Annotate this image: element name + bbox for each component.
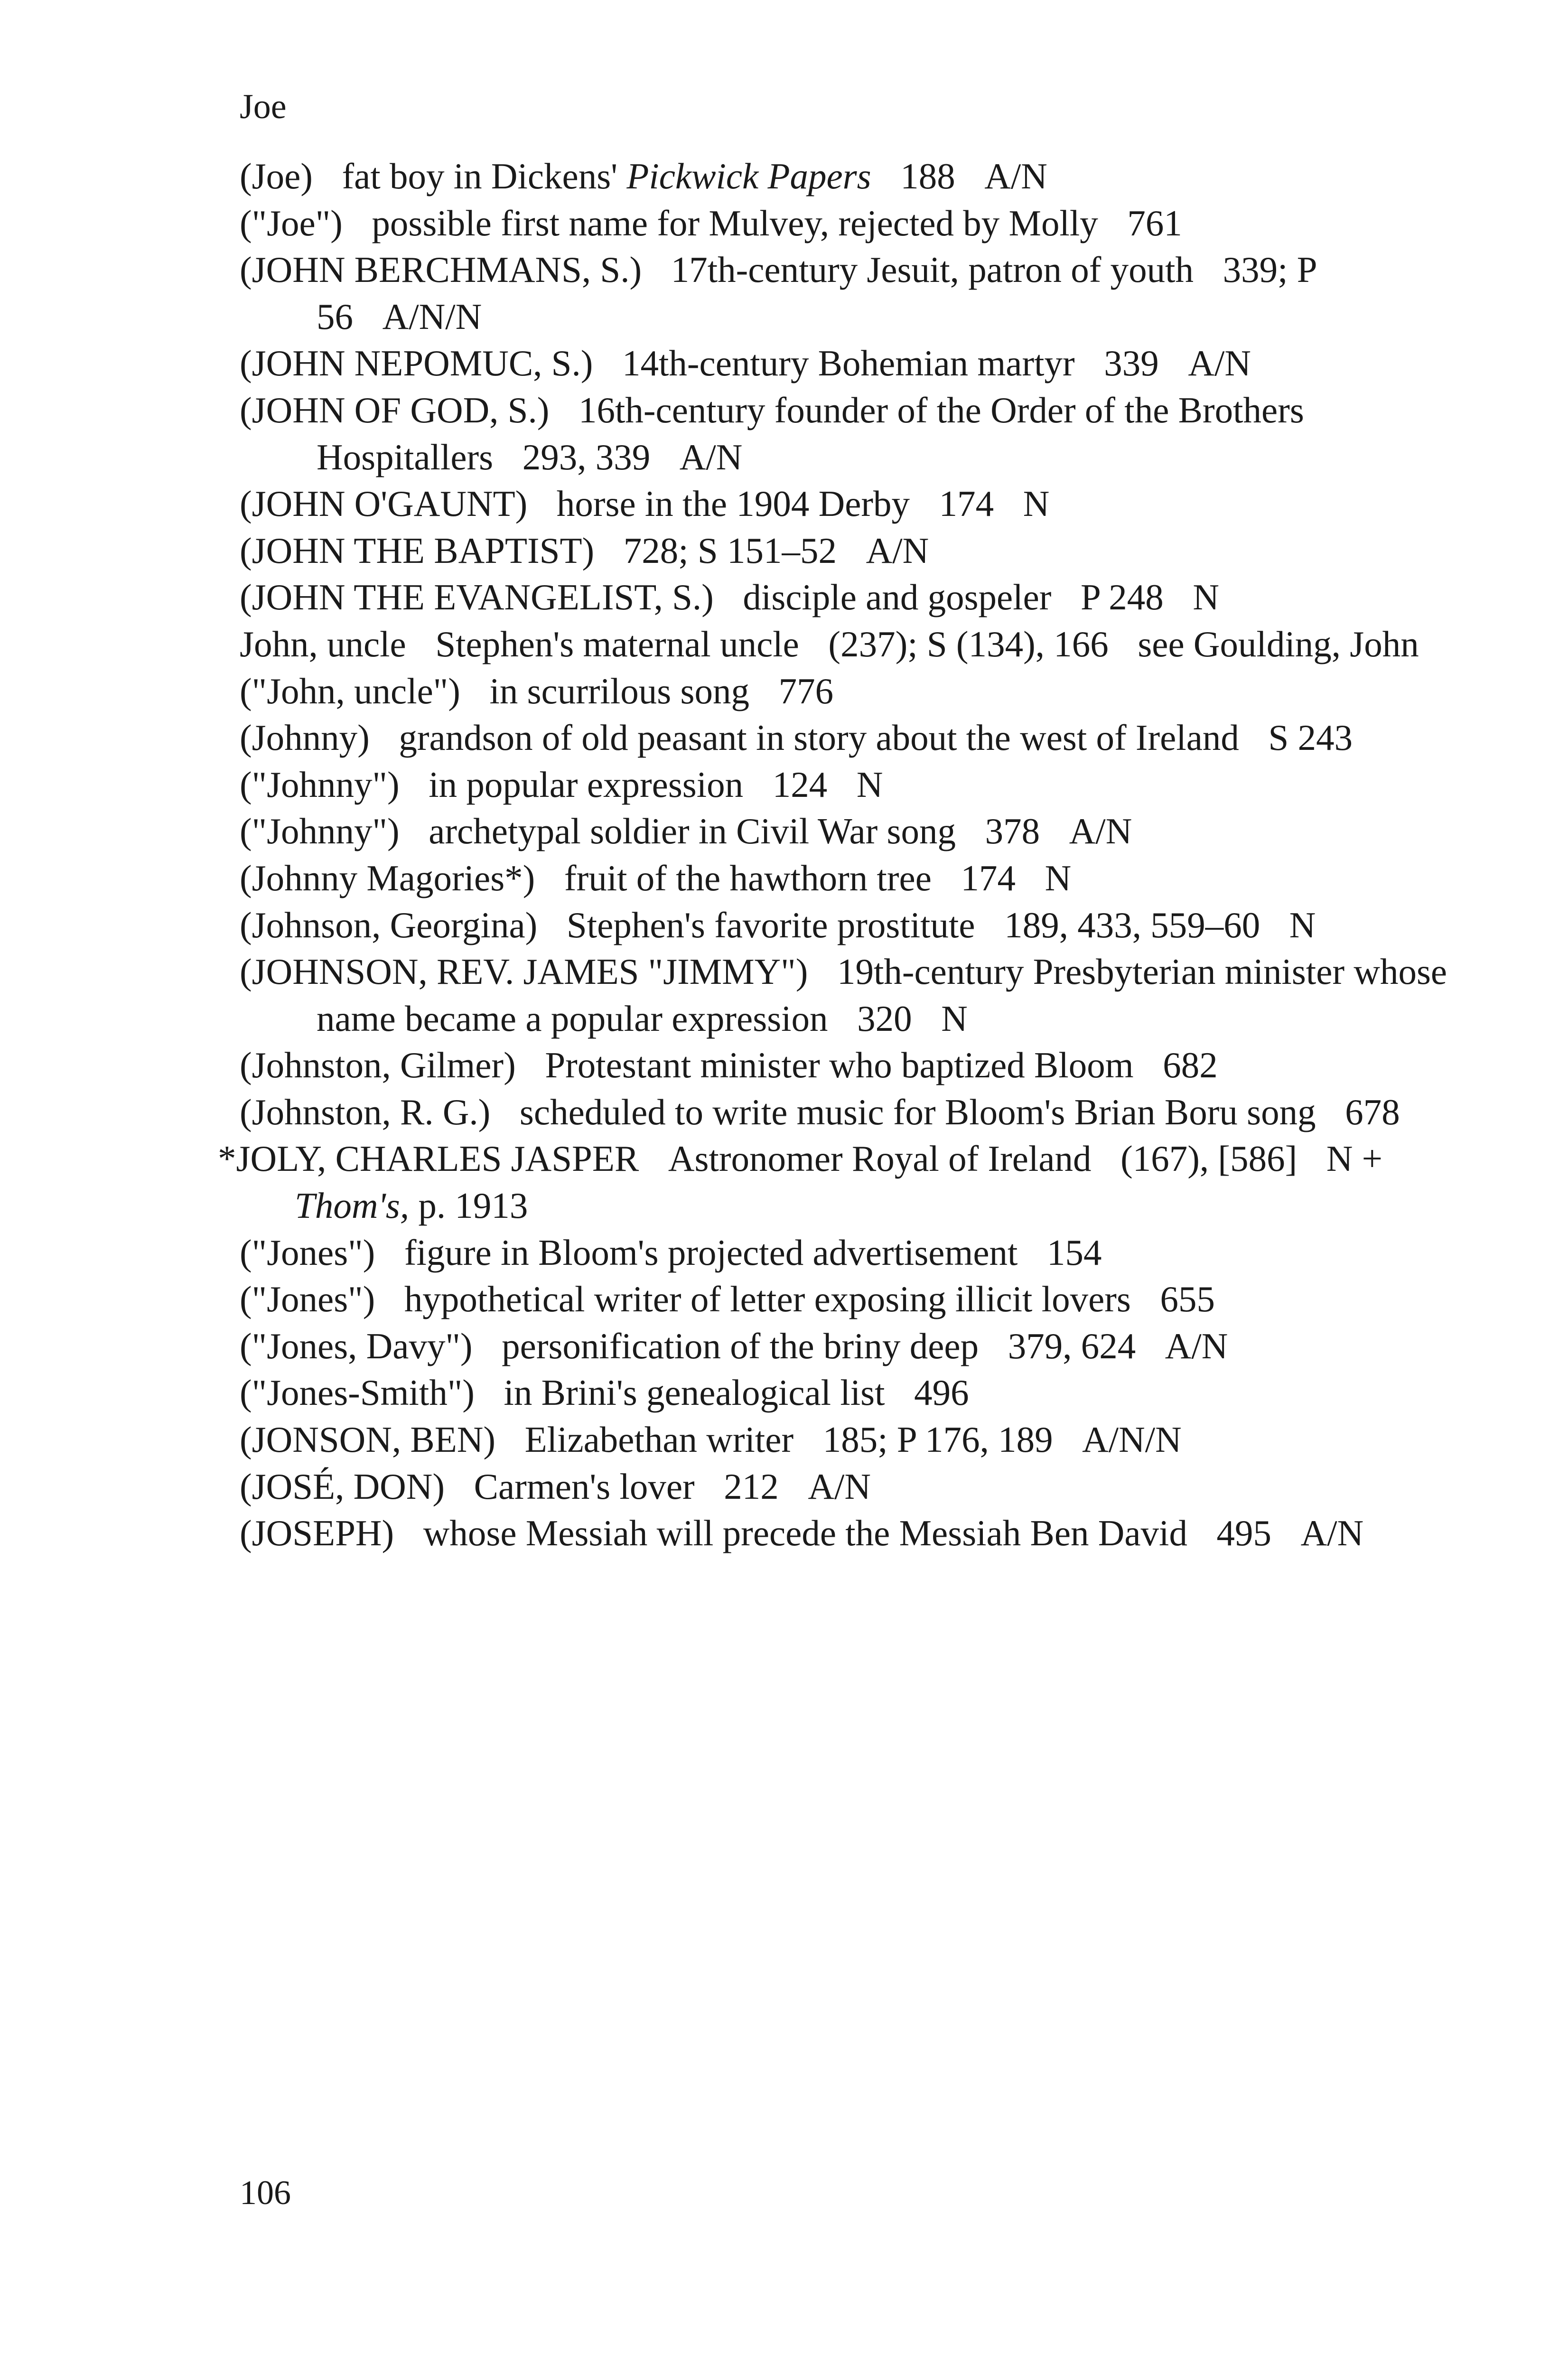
entry-references: 185; P 176, 189 <box>822 1419 1053 1460</box>
entry-name: *JOLY, CHARLES JASPER <box>218 1138 639 1179</box>
entry-codes: N <box>941 998 968 1039</box>
index-entry <box>240 1089 1483 1136</box>
index-entry <box>240 200 1483 247</box>
entry-name: (Joe) <box>240 156 313 196</box>
entry-references: 293, 339 <box>522 436 651 477</box>
work-title: Pickwick Papers <box>626 156 871 196</box>
index-entry <box>240 340 1483 387</box>
entry-name: (JOHN NEPOMUC, S.) <box>240 343 593 384</box>
index-entry <box>240 808 1483 855</box>
index-entry <box>240 761 1483 808</box>
index-entry <box>240 574 1483 621</box>
entry-description: Stephen's maternal uncle <box>435 623 799 664</box>
entry-description: Protestant minister who baptized Bloom <box>545 1045 1134 1086</box>
running-head: Joe <box>240 87 287 126</box>
entry-description: in popular expression <box>429 764 744 805</box>
entry-references: 339; P 56 <box>317 249 1316 337</box>
entry-name: (JOHNSON, REV. JAMES "JIMMY") <box>240 951 808 992</box>
index-entry <box>240 1463 1483 1510</box>
entry-description: possible first name for Mulvey, rejected by Molly <box>372 202 1098 243</box>
entry-name: John, uncle <box>240 623 406 664</box>
entry-references: 124 <box>772 764 828 805</box>
entry-references: 496 <box>914 1372 969 1413</box>
entry-description: Stephen's favorite prostitute <box>566 904 975 945</box>
entry-name: (JOHN THE BAPTIST) <box>240 530 595 571</box>
entry-references: 174 <box>939 483 994 524</box>
entry-codes: A/N/N <box>382 296 482 337</box>
entry-references: 154 <box>1047 1232 1102 1273</box>
entry-name: (Johnston, Gilmer) <box>240 1045 516 1086</box>
work-title: Thom's, <box>295 1185 410 1226</box>
entry-references: (167), [586] <box>1120 1138 1297 1179</box>
entry-codes: A/N <box>1300 1513 1364 1554</box>
entry-description: 19th-century Presbyterian minister whose name became a popular expression <box>317 951 1447 1039</box>
entry-cross-reference: see Goulding, John <box>1138 623 1419 664</box>
entry-references: 761 <box>1127 202 1182 243</box>
index-entry <box>240 1323 1483 1370</box>
index-entry <box>240 1416 1483 1463</box>
index-entry <box>240 1229 1483 1276</box>
entry-description: scheduled to write music for Bloom's Brian Boru song <box>519 1091 1316 1132</box>
index-entries <box>218 153 1483 1557</box>
entry-references: 174 <box>961 857 1016 898</box>
entry-references: 776 <box>778 670 834 711</box>
entry-references: 379, 624 <box>1008 1325 1136 1366</box>
entry-description: 17th-century Jesuit, patron of youth <box>671 249 1194 290</box>
entry-codes-text: p. 1913 <box>409 1185 528 1226</box>
entry-name: ("Jones") <box>240 1279 375 1320</box>
index-entry <box>240 714 1483 761</box>
entry-description: figure in Bloom's projected advertisement <box>404 1232 1018 1273</box>
entry-codes-text: N + <box>1326 1138 1383 1179</box>
entry-description: in Brini's genealogical list <box>504 1372 885 1413</box>
index-entry <box>240 387 1483 480</box>
entry-description: personification of the briny deep <box>502 1325 979 1366</box>
entry-description: fruit of the hawthorn tree <box>564 857 932 898</box>
entry-references: 320 <box>857 998 912 1039</box>
entry-references: 678 <box>1345 1091 1400 1132</box>
entry-references: 189, 433, 559–60 <box>1004 904 1260 945</box>
entry-references: P 248 <box>1081 577 1164 618</box>
entry-name: (JOHN OF GOD, S.) <box>240 389 550 430</box>
entry-description <box>342 156 871 196</box>
entry-references: (237); S (134), 166 <box>828 623 1109 664</box>
entry-references: S 243 <box>1268 717 1353 758</box>
entry-codes: A/N <box>1188 343 1251 384</box>
index-entry <box>240 668 1483 715</box>
entry-name: (JOHN BERCHMANS, S.) <box>240 249 642 290</box>
entry-name: (JOSÉ, DON) <box>240 1466 445 1507</box>
entry-name: (JOHN O'GAUNT) <box>240 483 528 524</box>
index-entry <box>240 902 1483 949</box>
entry-description: Carmen's lover <box>474 1466 695 1507</box>
entry-description: Astronomer Royal of Ireland <box>668 1138 1092 1179</box>
index-entry <box>240 527 1483 574</box>
entry-references: 728; S 151–52 <box>623 530 837 571</box>
entry-name: (JOHN THE EVANGELIST, S.) <box>240 577 714 618</box>
entry-description: horse in the 1904 Derby <box>556 483 910 524</box>
entry-references: 655 <box>1160 1279 1215 1320</box>
index-entry <box>240 480 1483 527</box>
entry-name: (JONSON, BEN) <box>240 1419 495 1460</box>
entry-name: ("Johnny") <box>240 811 400 852</box>
index-entry <box>240 1276 1483 1323</box>
index-entry <box>240 1042 1483 1089</box>
index-entry <box>240 1369 1483 1416</box>
entry-codes: A/N <box>1165 1325 1228 1366</box>
index-entry <box>240 153 1483 200</box>
entry-references: 495 <box>1216 1513 1272 1554</box>
entry-codes: A/N <box>679 436 743 477</box>
entry-description: archetypal soldier in Civil War song <box>429 811 956 852</box>
entry-description: 14th-century Bohemian martyr <box>622 343 1075 384</box>
entry-name: (Johnson, Georgina) <box>240 904 538 945</box>
entry-description: grandson of old peasant in story about the west of Ireland <box>399 717 1239 758</box>
entry-name: ("John, uncle") <box>240 670 460 711</box>
entry-codes: A/N <box>808 1466 871 1507</box>
entry-description: in scurrilous song <box>489 670 749 711</box>
index-entry <box>218 1135 1483 1229</box>
index-entry <box>240 948 1483 1042</box>
entry-references: 339 <box>1104 343 1159 384</box>
entry-description: whose Messiah will precede the Messiah Ben David <box>423 1513 1187 1554</box>
entry-description-text: fat boy in Dickens' <box>342 156 627 196</box>
entry-codes: N <box>856 764 883 805</box>
entry-name: ("Johnny") <box>240 764 400 805</box>
entry-codes: A/N <box>1069 811 1132 852</box>
entry-codes: N <box>1193 577 1219 618</box>
entry-name: ("Jones") <box>240 1232 375 1273</box>
entry-description: Elizabethan writer <box>524 1419 794 1460</box>
entry-name: ("Jones, Davy") <box>240 1325 473 1366</box>
entry-codes: A/N/N <box>1082 1419 1182 1460</box>
entry-name: ("Joe") <box>240 202 343 243</box>
entry-description: hypothetical writer of letter exposing illicit lovers <box>404 1279 1131 1320</box>
entry-description: disciple and gospeler <box>743 577 1052 618</box>
entry-codes: N <box>1045 857 1072 898</box>
entry-name: (Johnston, R. G.) <box>240 1091 491 1132</box>
entry-codes: A/N <box>866 530 929 571</box>
entry-description: 16th-century founder of the Order of the Brothers Hospitallers <box>317 389 1304 477</box>
index-entry <box>240 855 1483 902</box>
entry-codes: A/N <box>984 156 1047 196</box>
page-number: 106 <box>240 2174 291 2212</box>
entry-references: 188 <box>900 156 955 196</box>
entry-name: (JOSEPH) <box>240 1513 394 1554</box>
index-entry <box>240 621 1483 668</box>
entry-name: (Johnny Magories*) <box>240 857 535 898</box>
entry-codes: N <box>1023 483 1050 524</box>
entry-codes: N <box>1289 904 1316 945</box>
entry-references: 212 <box>724 1466 779 1507</box>
entry-name: (Johnny) <box>240 717 370 758</box>
index-entry <box>240 1510 1483 1557</box>
entry-references: 378 <box>985 811 1040 852</box>
index-entry <box>240 246 1483 340</box>
entry-references: 682 <box>1163 1045 1218 1086</box>
entry-name: ("Jones-Smith") <box>240 1372 475 1413</box>
